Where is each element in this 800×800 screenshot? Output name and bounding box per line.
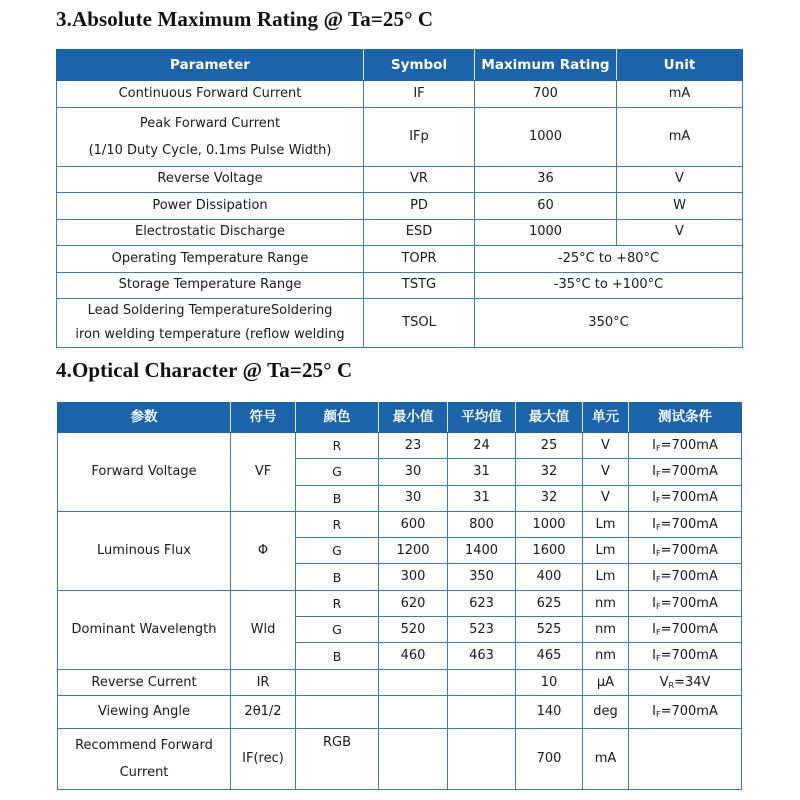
header-color: 颜色 [296, 403, 379, 433]
table-header-row [58, 403, 742, 433]
max-cell: 700 [516, 728, 583, 789]
condition-prefix: I [652, 490, 656, 506]
unit-cell: V [583, 485, 629, 511]
min-cell: 30 [379, 485, 448, 511]
symbol-cell: TOPR [364, 246, 475, 273]
max-cell: 1000 [516, 511, 583, 537]
parameter-cell: Luminous Flux [58, 511, 231, 590]
condition-value: =700mA [660, 516, 718, 532]
condition-subscript: F [655, 654, 661, 664]
avg-cell [448, 695, 516, 728]
table-row [57, 193, 743, 220]
color-cell: B [296, 564, 379, 590]
symbol-cell: VR [364, 166, 475, 193]
max-cell: 10 [516, 669, 583, 695]
table-header-row [57, 50, 743, 81]
unit-cell: V [617, 219, 743, 246]
symbol-cell: Wld [231, 590, 296, 669]
rating-cell: 1000 [475, 219, 617, 246]
header-min: 最小值 [379, 403, 448, 433]
optical-character-table [57, 402, 742, 790]
condition-subscript: F [655, 575, 661, 585]
min-cell: 300 [379, 564, 448, 590]
condition-value: =700mA [660, 704, 718, 720]
condition-prefix: I [652, 437, 656, 453]
color-cell: R [296, 590, 379, 616]
condition-prefix: I [652, 543, 656, 559]
test-condition-cell [629, 695, 742, 728]
table-row [57, 166, 743, 193]
header-parameter: 参数 [58, 403, 231, 433]
min-cell [379, 669, 448, 695]
condition-prefix: I [652, 595, 656, 611]
rating-cell: 700 [475, 81, 617, 108]
table-row [57, 246, 743, 273]
min-cell [379, 728, 448, 789]
test-condition-cell [629, 617, 742, 643]
parameter-cell [57, 299, 364, 348]
max-cell: 32 [516, 459, 583, 485]
parameter-line-1: Lead Soldering TemperatureSoldering [87, 303, 333, 318]
condition-subscript: F [655, 627, 661, 637]
symbol-cell: IF [364, 81, 475, 108]
color-cell: RGB [296, 728, 379, 789]
condition-prefix: I [652, 516, 656, 532]
unit-cell: Lm [583, 538, 629, 564]
avg-cell: 24 [448, 433, 516, 459]
absolute-maximum-rating-table [56, 49, 743, 348]
parameter-cell: Power Dissipation [57, 193, 364, 220]
table-row [57, 219, 743, 246]
condition-subscript: F [655, 443, 661, 453]
parameter-cell: Continuous Forward Current [57, 81, 364, 108]
parameter-line-2: (1/10 Duty Cycle, 0.1ms Pulse Width) [88, 142, 332, 158]
condition-prefix: I [652, 648, 656, 664]
header-maximum-rating: Maximum Rating [475, 50, 617, 81]
condition-subscript: F [655, 601, 661, 611]
table-row [57, 81, 743, 108]
color-cell: R [296, 433, 379, 459]
symbol-cell: 2θ1/2 [231, 695, 296, 728]
avg-cell [448, 669, 516, 695]
max-cell: 32 [516, 485, 583, 511]
parameter-cell: Reverse Current [58, 669, 231, 695]
unit-cell: V [583, 459, 629, 485]
color-cell [296, 669, 379, 695]
condition-subscript: F [655, 496, 661, 506]
rating-cell: 60 [475, 193, 617, 220]
rating-cell: 36 [475, 166, 617, 193]
test-condition-cell [629, 564, 742, 590]
min-cell [379, 695, 448, 728]
unit-cell: nm [583, 590, 629, 616]
rating-cell: -25°C to +80°C [475, 246, 743, 273]
test-condition-cell [629, 433, 742, 459]
parameter-line-1: Peak Forward Current [139, 115, 281, 131]
max-cell: 400 [516, 564, 583, 590]
avg-cell: 31 [448, 459, 516, 485]
unit-cell: mA [617, 107, 743, 166]
parameter-cell: Viewing Angle [58, 695, 231, 728]
test-condition-cell [629, 643, 742, 669]
test-condition-cell [629, 485, 742, 511]
symbol-cell: TSOL [364, 299, 475, 348]
condition-value: =700mA [660, 543, 718, 559]
unit-cell: V [583, 433, 629, 459]
unit-cell: nm [583, 643, 629, 669]
header-avg: 平均值 [448, 403, 516, 433]
min-cell: 23 [379, 433, 448, 459]
test-condition-cell [629, 459, 742, 485]
table-row-recommend-forward-current [58, 728, 742, 789]
symbol-cell: TSTG [364, 272, 475, 299]
test-condition-cell [629, 511, 742, 537]
header-test-condition: 测试条件 [629, 403, 742, 433]
table-row [58, 590, 742, 616]
table-row [58, 511, 742, 537]
condition-subscript: F [655, 522, 661, 532]
condition-subscript: F [655, 710, 661, 720]
min-cell: 30 [379, 459, 448, 485]
max-cell: 25 [516, 433, 583, 459]
unit-cell: V [617, 166, 743, 193]
symbol-cell: PD [364, 193, 475, 220]
rating-cell: 350°C [475, 299, 743, 348]
condition-prefix: I [652, 704, 656, 720]
condition-value: =700mA [660, 569, 718, 585]
table-row [57, 272, 743, 299]
table-row-reverse-current [58, 669, 742, 695]
parameter-cell: Operating Temperature Range [57, 246, 364, 273]
condition-prefix: I [652, 621, 656, 637]
condition-value: =700mA [660, 437, 718, 453]
min-cell: 620 [379, 590, 448, 616]
header-symbol: 符号 [231, 403, 296, 433]
avg-cell: 800 [448, 511, 516, 537]
parameter-cell [58, 728, 231, 789]
condition-subscript: F [655, 470, 661, 480]
header-max: 最大值 [516, 403, 583, 433]
condition-value: =700mA [660, 621, 718, 637]
color-cell: B [296, 485, 379, 511]
avg-cell: 623 [448, 590, 516, 616]
condition-value: =700mA [660, 595, 718, 611]
table-row [57, 299, 743, 348]
avg-cell: 350 [448, 564, 516, 590]
condition-value: =700mA [660, 490, 718, 506]
parameter-cell: Dominant Wavelength [58, 590, 231, 669]
min-cell: 600 [379, 511, 448, 537]
max-cell: 1600 [516, 538, 583, 564]
unit-cell: mA [583, 728, 629, 789]
condition-prefix: V [659, 674, 669, 690]
color-cell: R [296, 511, 379, 537]
symbol-cell: ESD [364, 219, 475, 246]
color-cell [296, 695, 379, 728]
unit-cell: Lm [583, 564, 629, 590]
parameter-cell: Storage Temperature Range [57, 272, 364, 299]
color-cell: G [296, 538, 379, 564]
symbol-cell: IR [231, 669, 296, 695]
condition-prefix: I [652, 569, 656, 585]
unit-cell: μA [583, 669, 629, 695]
unit-cell: W [617, 193, 743, 220]
symbol-cell: IF(rec) [231, 728, 296, 789]
rating-cell: -35°C to +100°C [475, 272, 743, 299]
avg-cell: 523 [448, 617, 516, 643]
symbol-cell: IFp [364, 107, 475, 166]
avg-cell: 31 [448, 485, 516, 511]
rating-cell: 1000 [475, 107, 617, 166]
table-row-viewing-angle [58, 695, 742, 728]
parameter-line-2: iron welding temperature (reflow welding [75, 327, 345, 342]
parameter-cell: Electrostatic Discharge [57, 219, 364, 246]
header-parameter: Parameter [57, 50, 364, 81]
parameter-cell: Reverse Voltage [57, 166, 364, 193]
condition-prefix: I [652, 464, 656, 480]
min-cell: 1200 [379, 538, 448, 564]
test-condition-cell [629, 669, 742, 695]
symbol-cell: Φ [231, 511, 296, 590]
min-cell: 460 [379, 643, 448, 669]
header-unit: Unit [617, 50, 743, 81]
unit-cell: mA [617, 81, 743, 108]
max-cell: 625 [516, 590, 583, 616]
table-row [58, 433, 742, 459]
condition-subscript: F [655, 549, 661, 559]
table-row [57, 107, 743, 166]
avg-cell: 463 [448, 643, 516, 669]
condition-value: =700mA [660, 464, 718, 480]
color-cell: G [296, 459, 379, 485]
parameter-cell: Forward Voltage [58, 433, 231, 512]
color-cell: B [296, 643, 379, 669]
max-cell: 525 [516, 617, 583, 643]
avg-cell: 1400 [448, 538, 516, 564]
header-symbol: Symbol [364, 50, 475, 81]
parameter-line-1: Recommend Forward [75, 737, 213, 753]
avg-cell [448, 728, 516, 789]
max-cell: 465 [516, 643, 583, 669]
test-condition-cell [629, 538, 742, 564]
unit-cell: Lm [583, 511, 629, 537]
condition-value: =34V [674, 674, 711, 690]
section-title-absolute-maximum-rating: 3.Absolute Maximum Rating @ Ta=25° C [56, 7, 434, 31]
color-cell: G [296, 617, 379, 643]
test-condition-cell [629, 590, 742, 616]
symbol-cell: VF [231, 433, 296, 512]
min-cell: 520 [379, 617, 448, 643]
condition-subscript: R [668, 680, 675, 690]
parameter-line-2: Current [119, 764, 169, 780]
unit-cell: deg [583, 695, 629, 728]
unit-cell: nm [583, 617, 629, 643]
max-cell: 140 [516, 695, 583, 728]
header-unit: 单元 [583, 403, 629, 433]
section-title-optical-character: 4.Optical Character @ Ta=25° C [56, 358, 353, 382]
parameter-cell [57, 107, 364, 166]
test-condition-cell [629, 728, 742, 789]
condition-value: =700mA [660, 648, 718, 664]
